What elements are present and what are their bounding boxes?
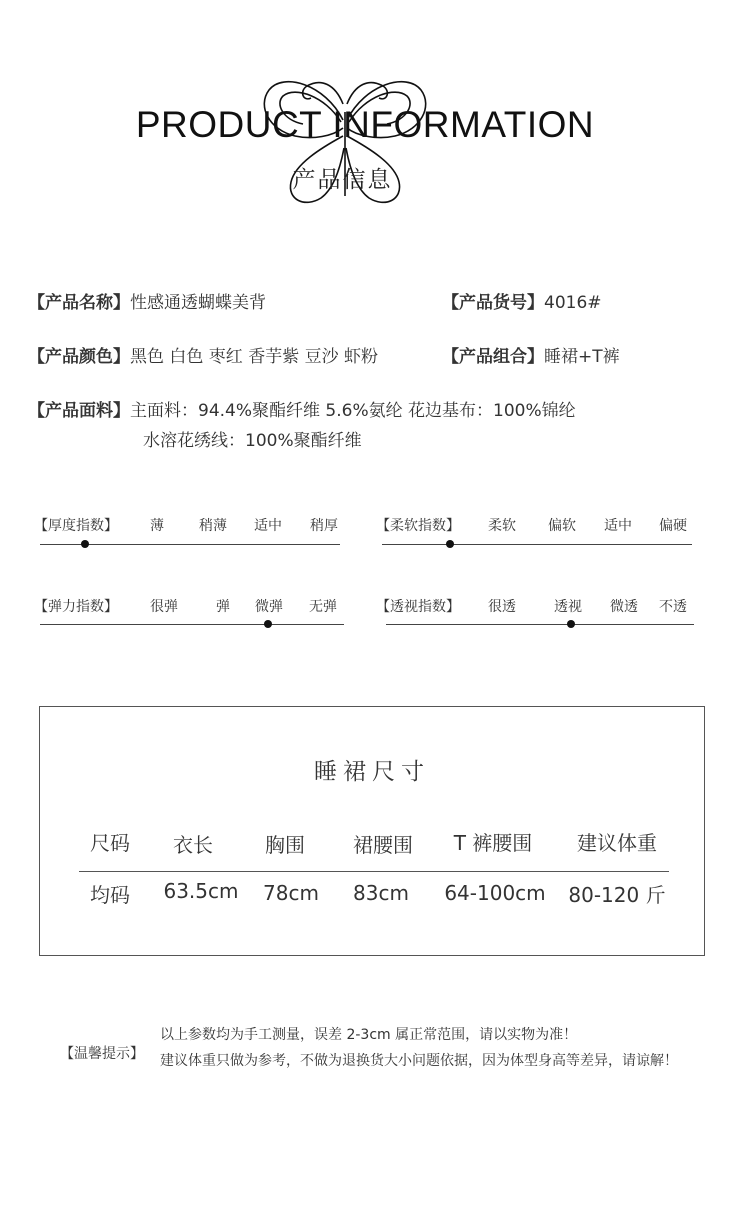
- metric-indicator-dot: [446, 540, 454, 548]
- metric-label: 【弹力指数】: [34, 599, 118, 615]
- size-cell: 83cm: [353, 881, 409, 905]
- metric-scale-line: [382, 544, 692, 545]
- size-cell: 80-120 斤: [568, 883, 666, 907]
- size-header-size: 尺码: [90, 831, 130, 855]
- metric-indicator-dot: [264, 620, 272, 628]
- metric-transparency: [376, 593, 696, 633]
- size-header-brief-waist: T 裤腰围: [453, 831, 533, 855]
- size-header-skirt-waist: 裙腰围: [353, 833, 413, 857]
- product-name-value: 性感通透蝴蝶美背: [130, 293, 266, 313]
- product-name-key: 【产品名称】: [28, 293, 130, 313]
- notice-line-1: 以上参数均为手工测量，误差 2-3cm 属正常范围，请以实物为准！: [160, 1027, 578, 1043]
- product-fabric-line2: 水溶花绣线：100%聚酯纤维: [143, 431, 362, 451]
- metric-softness: [376, 512, 696, 552]
- metric-option: 适中: [604, 518, 632, 534]
- metric-label: 【柔软指数】: [376, 518, 460, 534]
- notice-line-2: 建议体重只做为参考，不做为退换货大小问题依据，因为体型身高等差异，请谅解！: [160, 1053, 678, 1069]
- metric-option: 薄: [150, 518, 164, 534]
- metric-indicator-dot: [81, 540, 89, 548]
- size-cell: 63.5cm: [163, 879, 239, 903]
- size-table: [39, 706, 705, 956]
- metric-label: 【厚度指数】: [34, 518, 118, 534]
- product-fabric-line1: 主面料：94.4%聚酯纤维 5.6%氨纶 花边基布：100%锦纶: [130, 401, 576, 421]
- size-cell: 均码: [90, 883, 130, 907]
- size-table-divider: [79, 871, 669, 872]
- product-combo-value: 睡裙+T裤: [544, 347, 620, 367]
- metric-option: 稍厚: [310, 518, 338, 534]
- size-table-title: 睡裙尺寸: [314, 759, 430, 785]
- metric-scale-line: [40, 624, 344, 625]
- size-header-bust: 胸围: [265, 833, 305, 857]
- metric-scale-line: [386, 624, 694, 625]
- product-color-row: [28, 342, 378, 367]
- product-combo-row: [442, 342, 620, 367]
- metric-option: 很弹: [150, 599, 178, 615]
- product-sku-key: 【产品货号】: [442, 293, 544, 313]
- notice-label: 【温馨提示】: [60, 1046, 144, 1062]
- metric-label: 【透视指数】: [376, 599, 460, 615]
- size-header-weight: 建议体重: [577, 831, 657, 855]
- product-combo-key: 【产品组合】: [442, 347, 544, 367]
- metric-option: 无弹: [309, 599, 337, 615]
- metric-option: 透视: [554, 599, 582, 615]
- product-sku-value: 4016#: [544, 293, 602, 313]
- metric-elasticity: [34, 593, 354, 633]
- size-cell: 64-100cm: [444, 881, 546, 905]
- metric-option: 稍薄: [199, 518, 227, 534]
- product-color-value: 黑色 白色 枣红 香芋紫 豆沙 虾粉: [130, 347, 379, 367]
- page-title-english: PRODUCT INFORMATION: [135, 104, 595, 145]
- metric-option: 偏硬: [659, 518, 687, 534]
- metric-option: 弹: [216, 599, 230, 615]
- page-title-chinese: 产品信息: [292, 167, 393, 193]
- metric-option: 微弹: [255, 599, 283, 615]
- metric-option: 不透: [659, 599, 687, 615]
- size-header-length: 衣长: [173, 833, 213, 857]
- product-sku-row: [442, 288, 602, 313]
- metric-option: 偏软: [548, 518, 576, 534]
- metric-option: 适中: [254, 518, 282, 534]
- product-fabric-row: [28, 396, 576, 421]
- product-name-row: [28, 288, 266, 313]
- metric-option: 很透: [488, 599, 516, 615]
- product-color-key: 【产品颜色】: [28, 347, 130, 367]
- metric-indicator-dot: [567, 620, 575, 628]
- size-cell: 78cm: [263, 881, 319, 905]
- metric-option: 微透: [610, 599, 638, 615]
- product-fabric-key: 【产品面料】: [28, 401, 130, 421]
- metric-thickness: [34, 512, 344, 552]
- metric-option: 柔软: [488, 518, 516, 534]
